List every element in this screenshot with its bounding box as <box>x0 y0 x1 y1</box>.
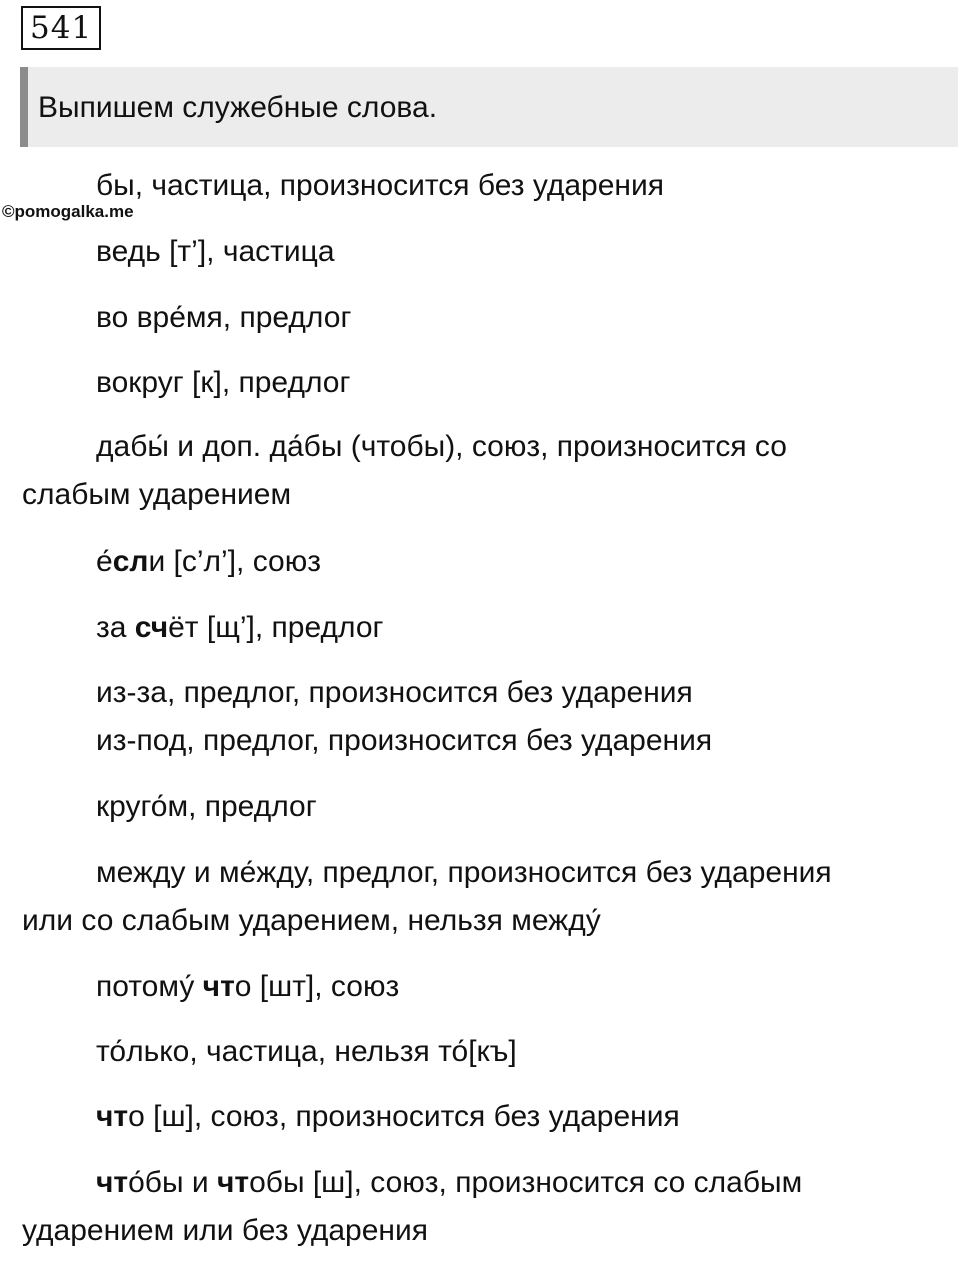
instruction-banner <box>20 67 958 147</box>
entry-text-line-2: слабым ударением <box>22 478 292 511</box>
highlight: чт <box>96 1100 129 1133</box>
entry-daby <box>22 423 952 519</box>
entry-text-line-1: между и ме́жду, предлог, произносится без ударения <box>96 856 832 889</box>
task-number: 541 <box>21 6 101 50</box>
entry-chtoby <box>22 1159 952 1255</box>
watermark: ©pomogalka.me <box>2 202 134 221</box>
entry-esli <box>22 538 952 586</box>
highlight: сл <box>112 545 149 578</box>
entry-text: бы, частица, произносится без ударения <box>96 169 664 202</box>
entry-text: что [ш], союз, произносится без ударения <box>96 1100 680 1133</box>
entry-text: из-под, предлог, произносится без ударения <box>96 724 713 757</box>
entry-text: то́лько, частица, нельзя то́[къ] <box>96 1035 517 1068</box>
entry-text-line-2: или со слабым ударением, нельзя между́ <box>22 904 601 937</box>
entry-text: за счёт [щ’], предлог <box>96 611 384 644</box>
entry-text-line-1: что́бы и чтобы [ш], союз, произносится со слабым <box>96 1166 803 1199</box>
entry-text: во вре́мя, предлог <box>96 301 352 334</box>
entry-text: потому́ что [шт], союз <box>96 970 400 1003</box>
entry-text: круго́м, предлог <box>96 790 317 823</box>
entry-text-line-1: дабы́ и доп. да́бы (чтобы), союз, произносится со <box>96 430 787 463</box>
entry-krugom <box>22 783 952 831</box>
entry-za-schet <box>22 604 952 652</box>
entry-text: из-за, предлог, произносится без ударения <box>96 676 693 709</box>
highlight: сч <box>134 611 169 644</box>
entry-tolko <box>22 1028 952 1076</box>
entry-iz-za <box>22 669 952 765</box>
entry-vo-vremya <box>22 294 952 342</box>
entry-text: ведь [т’], частица <box>96 235 335 268</box>
entry-by <box>22 162 952 210</box>
entry-vokrug <box>22 359 952 407</box>
entry-text: вокруг [к], предлог <box>96 366 351 399</box>
instruction-text: Выпишем служебные слова. <box>38 91 438 124</box>
entry-text: е́сли [с’л’], союз <box>96 545 321 578</box>
highlight: чт <box>96 1166 129 1199</box>
entry-mezhdu <box>22 849 952 945</box>
entry-chto <box>22 1093 952 1141</box>
entry-potomu <box>22 963 952 1011</box>
entry-text-line-2: ударением или без ударения <box>22 1214 428 1247</box>
entry-ved <box>22 228 952 276</box>
highlight: чт <box>202 970 235 1003</box>
highlight: чт <box>216 1166 250 1199</box>
